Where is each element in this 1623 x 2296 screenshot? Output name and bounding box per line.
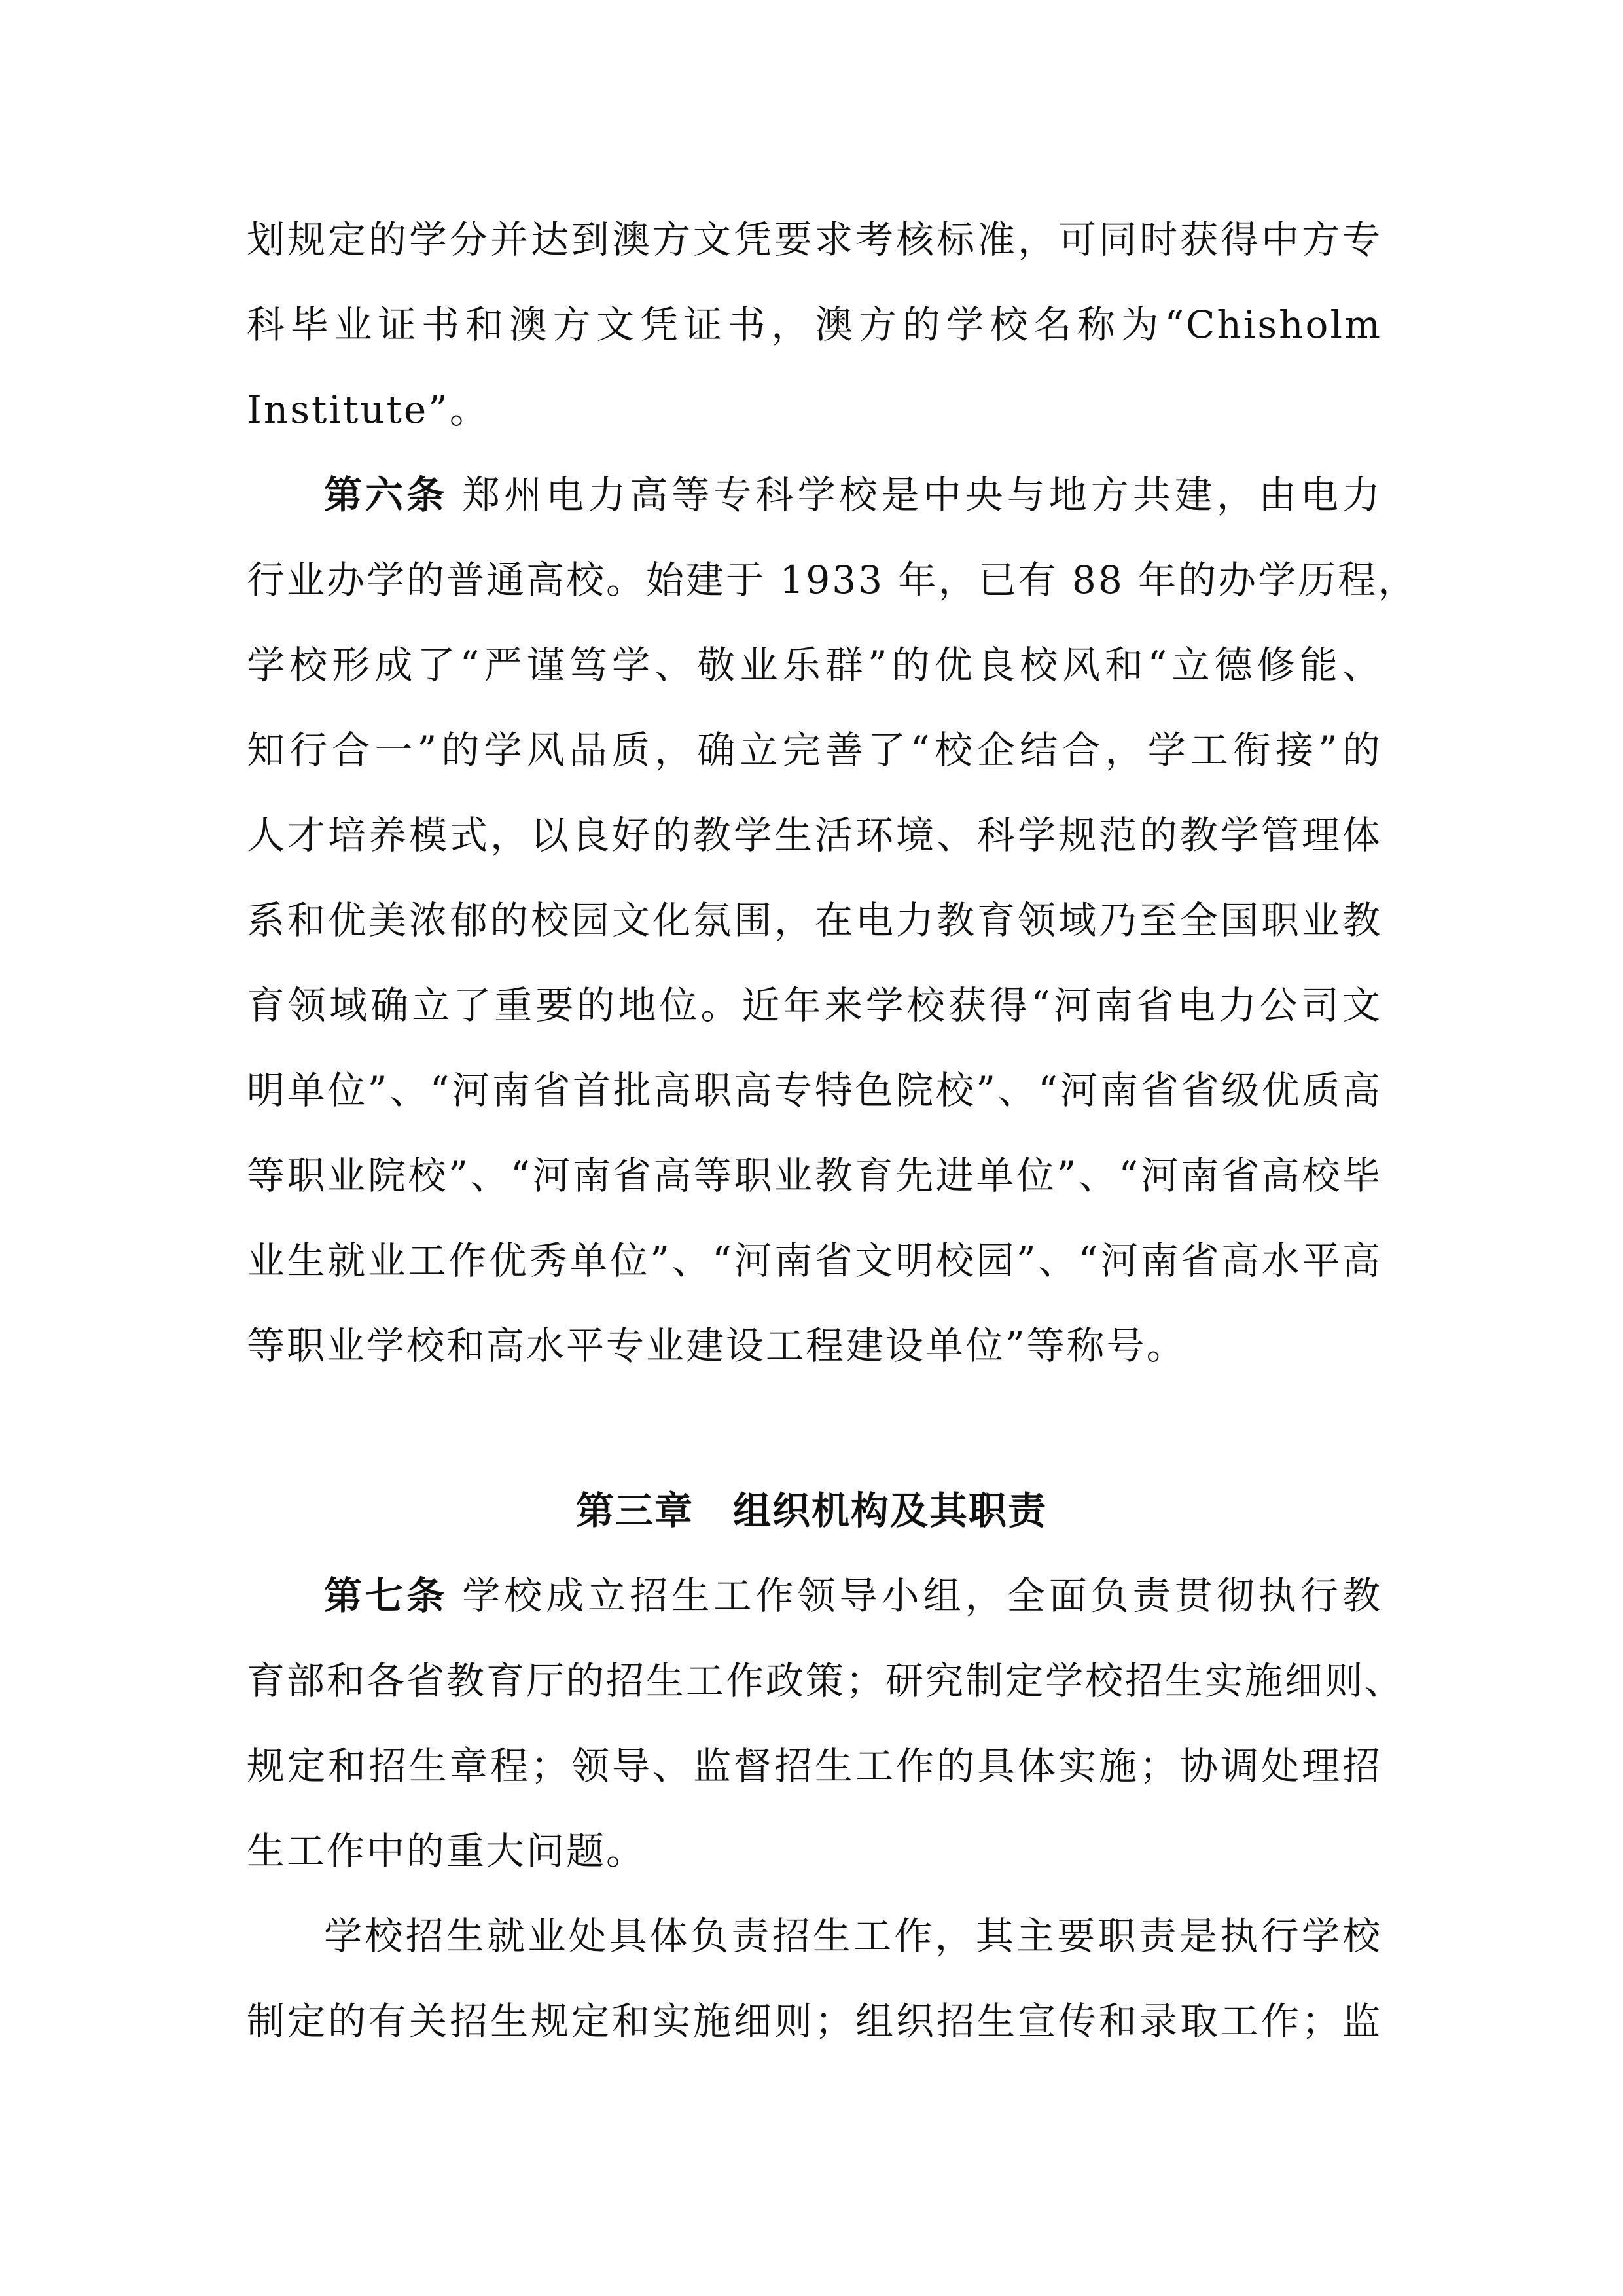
text-line: 制定的有关招生规定和实施细则；组织招生宣传和录取工作；监 bbox=[247, 1999, 1382, 2043]
article-7-label: 第七条 bbox=[324, 1573, 448, 1618]
text-line: 行业办学的普通高校。始建于 1933 年，已有 88 年的办学历程， bbox=[247, 558, 1418, 602]
text-line: 人才培养模式，以良好的教学生活环境、科学规范的教学管理体 bbox=[247, 813, 1382, 857]
text-line: 学校招生就业处具体负责招生工作，其主要职责是执行学校 bbox=[324, 1914, 1382, 1958]
text-line: 业生就业工作优秀单位”、“河南省文明校园”、“河南省高水平高 bbox=[247, 1238, 1382, 1283]
article-6-first-line bbox=[324, 469, 1382, 521]
article-6-label: 第六条 bbox=[324, 473, 448, 517]
text-line: 知行合一”的学风品质，确立完善了“校企结合，学工衔接”的 bbox=[247, 728, 1382, 772]
text-line: 郑州电力高等专科学校是中央与地方共建，由电力 bbox=[462, 473, 1382, 517]
text-line: 学校成立招生工作领导小组，全面负责贯彻执行教 bbox=[462, 1573, 1382, 1618]
text-line: 生工作中的重大问题。 bbox=[247, 1829, 647, 1873]
text-line: 育部和各省教育厅的招生工作政策；研究制定学校招生实施细则、 bbox=[247, 1659, 1405, 1703]
text-line: 明单位”、“河南省首批高职高专特色院校”、“河南省省级优质高 bbox=[247, 1068, 1382, 1113]
text-line: 学校形成了“严谨笃学、敬业乐群”的优良校风和“立德修能、 bbox=[247, 643, 1382, 687]
text-line: 系和优美浓郁的校园文化氛围，在电力教育领域乃至全国职业教 bbox=[247, 898, 1382, 942]
chapter-heading: 第三章 组织机构及其职责 bbox=[575, 1488, 1047, 1533]
article-7-first-line bbox=[324, 1570, 1382, 1622]
text-line: 划规定的学分并达到澳方文凭要求考核标准，可同时获得中方专 bbox=[247, 217, 1382, 262]
text-line: Institute”。 bbox=[247, 387, 490, 432]
text-line: 育领域确立了重要的地位。近年来学校获得“河南省电力公司文 bbox=[247, 983, 1382, 1028]
text-line: 等职业院校”、“河南省高等职业教育先进单位”、“河南省高校毕 bbox=[247, 1153, 1382, 1198]
text-line: 科毕业证书和澳方文凭证书，澳方的学校名称为“Chisholm bbox=[247, 302, 1382, 347]
text-line: 规定和招生章程；领导、监督招生工作的具体实施；协调处理招 bbox=[247, 1744, 1382, 1788]
text-line: 等职业学校和高水平专业建设工程建设单位”等称号。 bbox=[247, 1323, 1186, 1368]
